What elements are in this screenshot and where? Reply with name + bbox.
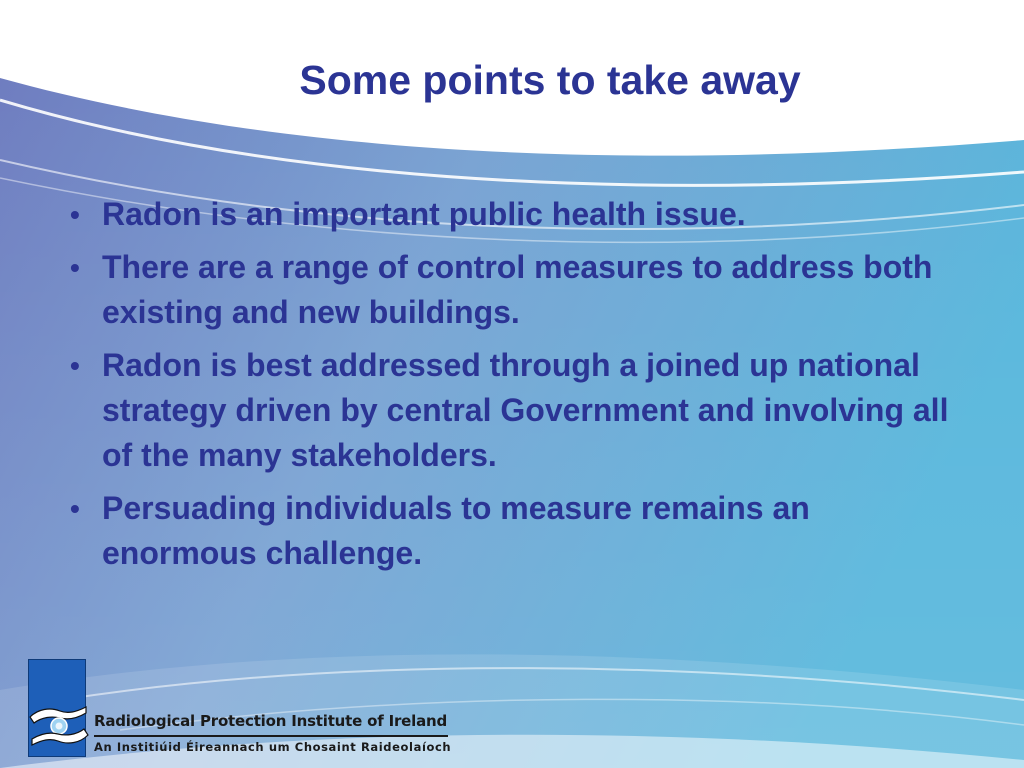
bullet-list — [70, 192, 970, 584]
bullet-text: Radon is best addressed through a joined up national strategy driven by central Government and involving all of the many stakeholders. — [102, 347, 949, 473]
bullet-marker: • — [70, 493, 80, 524]
bullet-item — [70, 343, 970, 478]
logo-name: Radiological Protection Institute of Ireland — [94, 712, 448, 730]
logo-irish-name: An Institiúid Éireannach um Chosaint Raideolaíoch — [94, 740, 452, 754]
bullet-marker: • — [70, 252, 80, 283]
bullet-text: Radon is an important public health issue. — [102, 196, 746, 232]
logo-divider — [94, 735, 448, 737]
bullet-item — [70, 486, 970, 576]
bullet-item — [70, 192, 970, 237]
bullet-marker: • — [70, 350, 80, 381]
bullet-text: Persuading individuals to measure remains an enormous challenge. — [102, 490, 810, 571]
bullet-item — [70, 245, 970, 335]
hands-globe-icon — [28, 703, 90, 749]
slide-title: Some points to take away — [299, 57, 801, 103]
rpii-logo — [28, 659, 458, 759]
bullet-text: There are a range of control measures to address both existing and new buildings. — [102, 249, 933, 330]
bullet-marker: • — [70, 199, 80, 230]
